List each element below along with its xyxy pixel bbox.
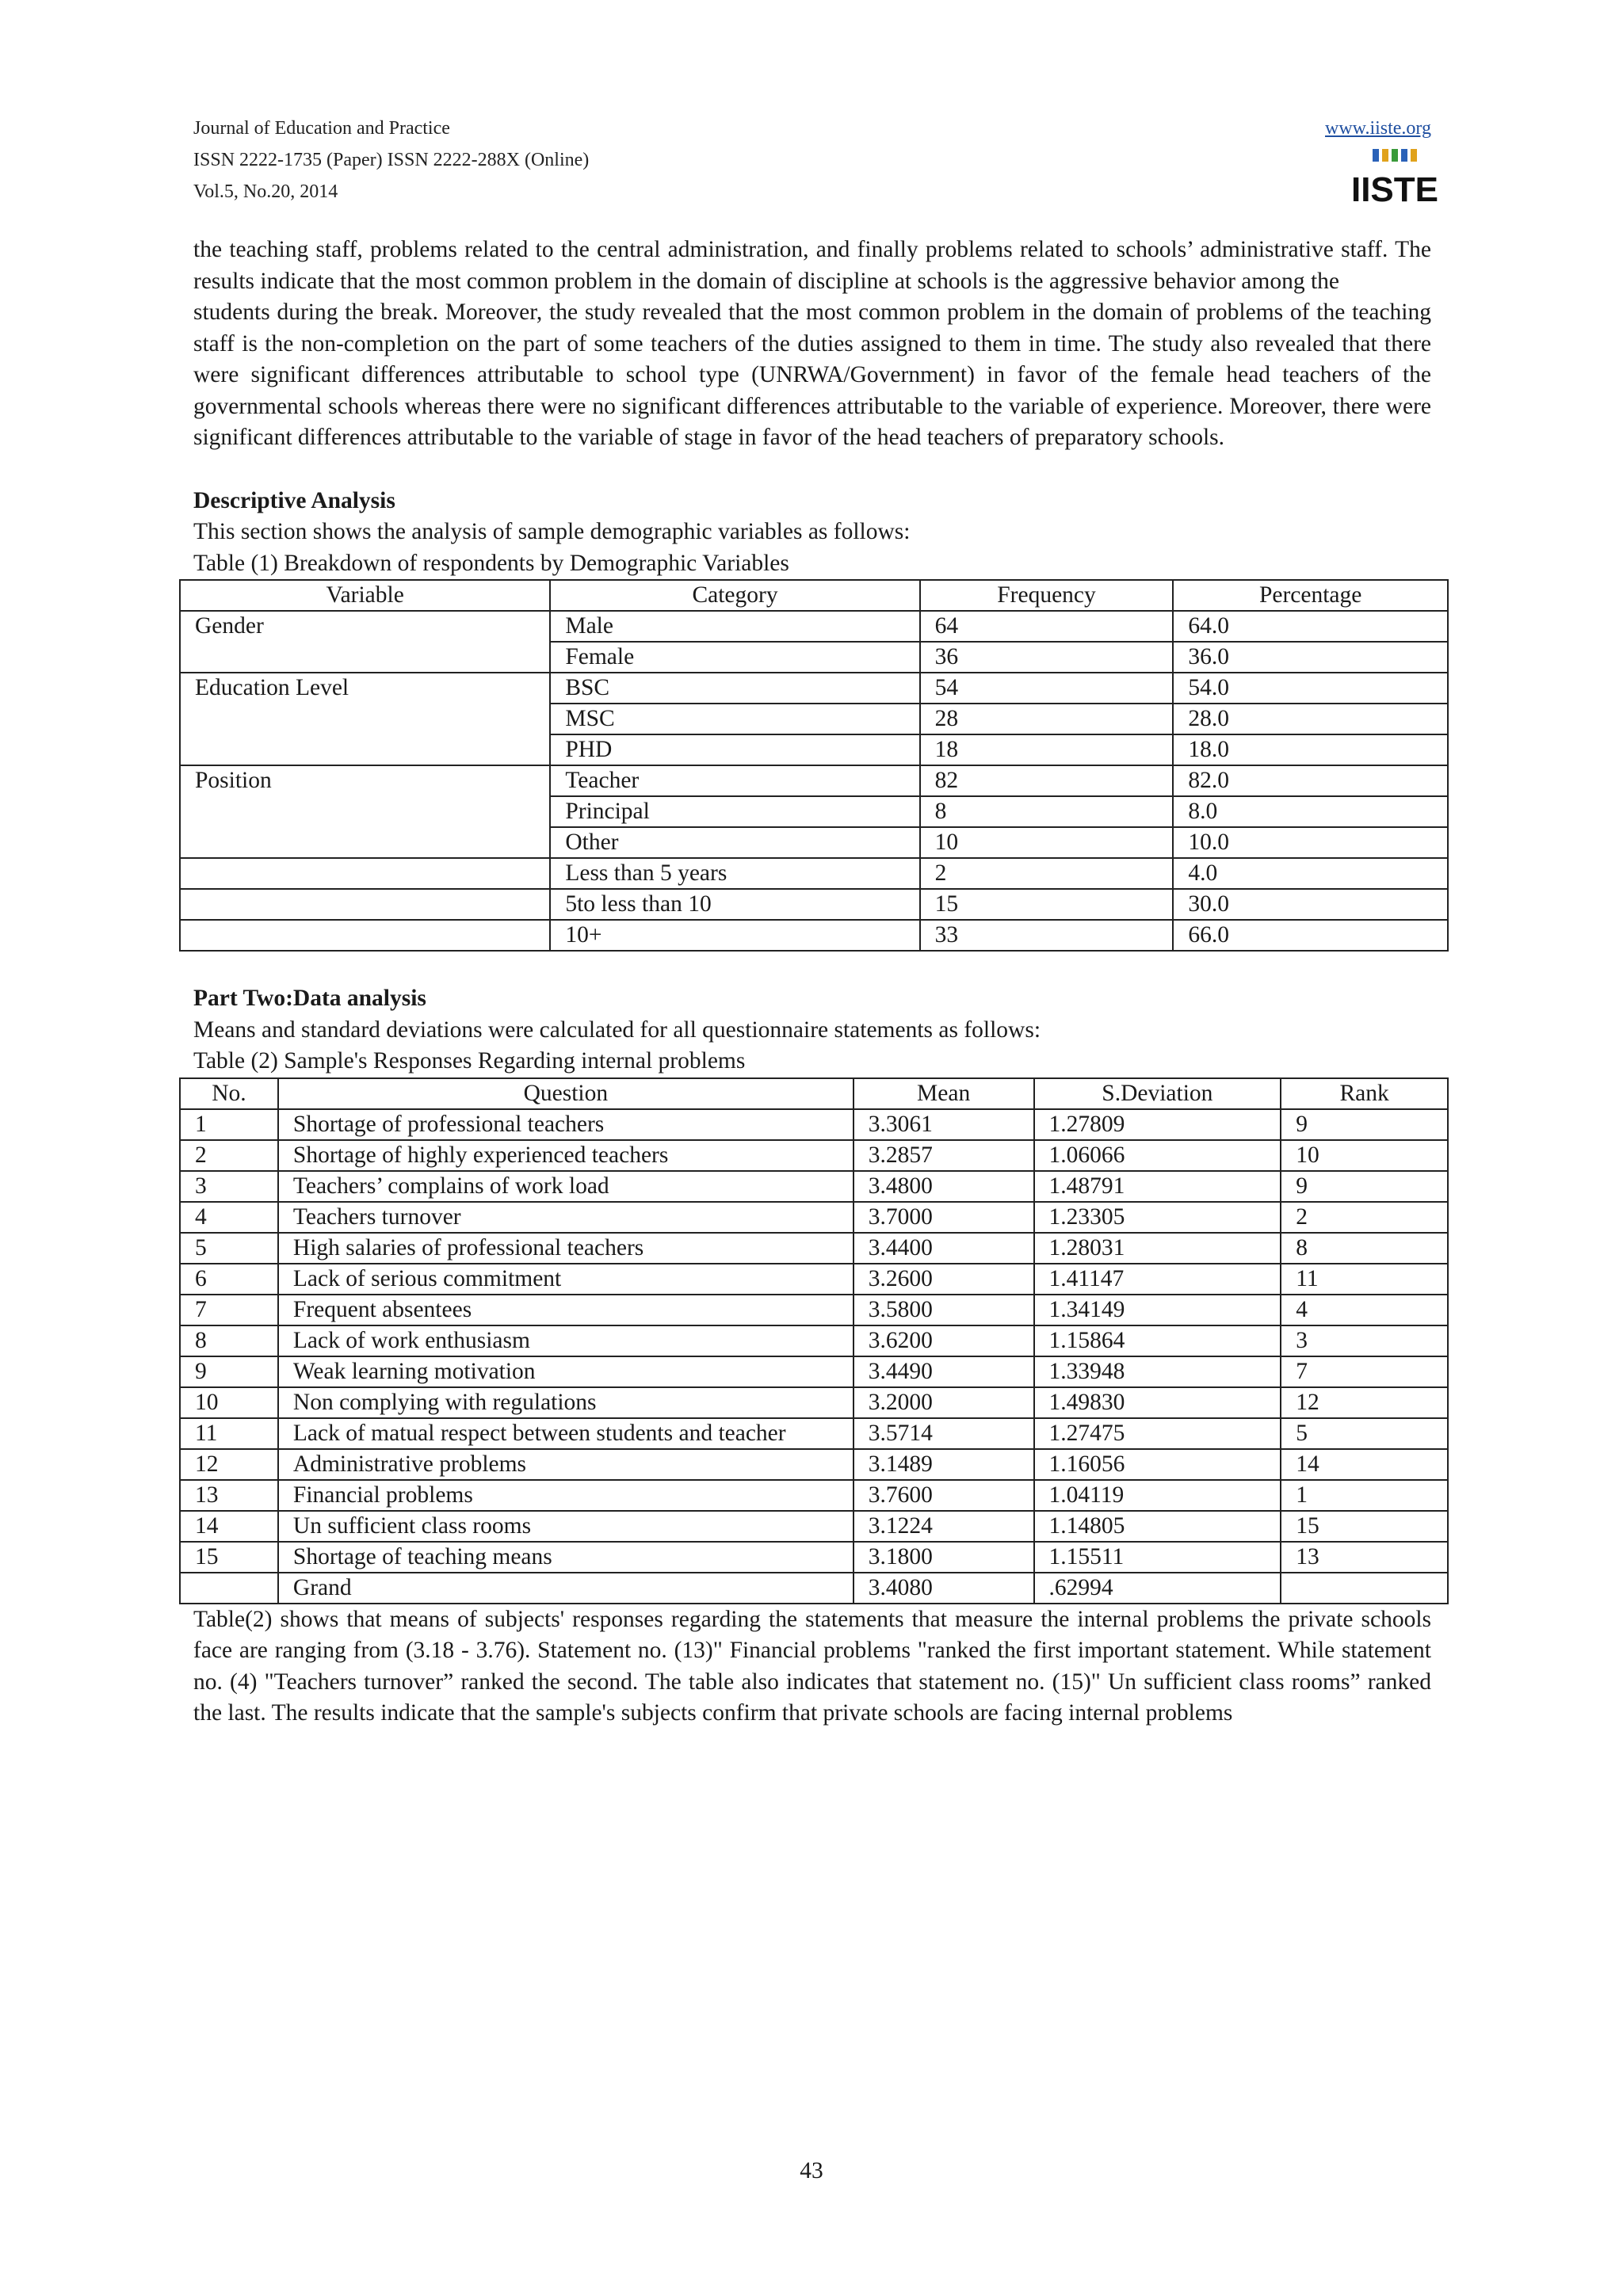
demographics-cell: 33 xyxy=(920,920,1174,951)
table-row xyxy=(180,1264,1448,1295)
demographics-table xyxy=(179,579,1449,952)
problems-cell: 1.15864 xyxy=(1034,1325,1281,1356)
problems-cell xyxy=(180,1573,278,1604)
table-row xyxy=(180,858,1448,889)
table-row xyxy=(180,1295,1448,1325)
table-row xyxy=(180,1109,1448,1140)
problems-header-cell: Mean xyxy=(854,1078,1034,1109)
problems-cell: 11 xyxy=(180,1418,278,1449)
demographics-cell: 54.0 xyxy=(1173,673,1448,704)
problems-header-cell: Rank xyxy=(1281,1078,1448,1109)
iiste-logo xyxy=(1350,147,1439,209)
demographics-cell xyxy=(180,827,550,858)
demographics-cell xyxy=(180,889,550,920)
demographics-cell: 36.0 xyxy=(1173,642,1448,673)
demographics-cell: 8.0 xyxy=(1173,796,1448,827)
problems-cell: 1.15511 xyxy=(1034,1542,1281,1573)
demographics-cell: 2 xyxy=(920,858,1174,889)
problems-cell: Shortage of professional teachers xyxy=(278,1109,854,1140)
demographics-cell xyxy=(180,796,550,827)
demographics-cell: Less than 5 years xyxy=(550,858,919,889)
problems-header-cell: No. xyxy=(180,1078,278,1109)
problems-cell: 1 xyxy=(1281,1480,1448,1511)
problems-cell: 3.4490 xyxy=(854,1356,1034,1387)
problems-cell: Un sufficient class rooms xyxy=(278,1511,854,1542)
problems-cell: 11 xyxy=(1281,1264,1448,1295)
table-row xyxy=(180,920,1448,951)
problems-cell: Teachers’ complains of work load xyxy=(278,1171,854,1202)
problems-cell: 3.7600 xyxy=(854,1480,1034,1511)
problems-cell: Financial problems xyxy=(278,1480,854,1511)
problems-cell: Lack of serious commitment xyxy=(278,1264,854,1295)
problems-cell: 1.04119 xyxy=(1034,1480,1281,1511)
demographics-cell: Education Level xyxy=(180,673,550,704)
problems-cell: Grand xyxy=(278,1573,854,1604)
problems-cell: Lack of matual respect between students and teacher xyxy=(278,1418,854,1449)
demographics-cell: 64.0 xyxy=(1173,611,1448,642)
table-row xyxy=(180,1418,1448,1449)
problems-cell: 15 xyxy=(180,1542,278,1573)
problems-cell: 1.16056 xyxy=(1034,1449,1281,1480)
journal-url-link[interactable]: www.iiste.org xyxy=(1325,118,1431,139)
table2-caption: Table (2) Sample's Responses Regarding internal problems xyxy=(193,1048,746,1074)
problems-header-cell: S.Deviation xyxy=(1034,1078,1281,1109)
problems-cell: 3 xyxy=(1281,1325,1448,1356)
demographics-header-cell: Frequency xyxy=(920,580,1174,611)
demographics-cell: 82 xyxy=(920,765,1174,796)
problems-cell: 9 xyxy=(180,1356,278,1387)
problems-cell: Weak learning motivation xyxy=(278,1356,854,1387)
problems-cell: 10 xyxy=(180,1387,278,1418)
problems-cell: 14 xyxy=(180,1511,278,1542)
journal-name: Journal of Education and Practice xyxy=(193,118,450,139)
problems-cell: 1.48791 xyxy=(1034,1171,1281,1202)
problems-cell: 9 xyxy=(1281,1109,1448,1140)
problems-cell: 1.33948 xyxy=(1034,1356,1281,1387)
demographics-cell: 64 xyxy=(920,611,1174,642)
problems-cell: 14 xyxy=(1281,1449,1448,1480)
problems-cell: Lack of work enthusiasm xyxy=(278,1325,854,1356)
problems-cell: 10 xyxy=(1281,1140,1448,1171)
problems-cell: 8 xyxy=(1281,1233,1448,1264)
table-row xyxy=(180,1140,1448,1171)
descriptive-intro: This section shows the analysis of sample demographic variables as follows: xyxy=(193,519,911,544)
table1-caption: Table (1) Breakdown of respondents by Demographic Variables xyxy=(193,550,789,576)
demographics-cell: Teacher xyxy=(550,765,919,796)
demographics-cell: BSC xyxy=(550,673,919,704)
descriptive-analysis-heading: Descriptive Analysis xyxy=(193,487,395,513)
problems-cell: 1.06066 xyxy=(1034,1140,1281,1171)
problems-cell: 1.23305 xyxy=(1034,1202,1281,1233)
problems-cell: 1.49830 xyxy=(1034,1387,1281,1418)
problems-cell: 1.28031 xyxy=(1034,1233,1281,1264)
table-row xyxy=(180,611,1448,642)
table-row xyxy=(180,796,1448,827)
problems-cell: 3.6200 xyxy=(854,1325,1034,1356)
demographics-cell: 54 xyxy=(920,673,1174,704)
table-row xyxy=(180,1171,1448,1202)
table-row xyxy=(180,889,1448,920)
problems-cell: 3.1224 xyxy=(854,1511,1034,1542)
problems-cell: 3 xyxy=(180,1171,278,1202)
problems-cell: 7 xyxy=(180,1295,278,1325)
table-row xyxy=(180,1356,1448,1387)
problems-cell: 9 xyxy=(1281,1171,1448,1202)
table-row xyxy=(180,1449,1448,1480)
demographics-cell: PHD xyxy=(550,734,919,765)
problems-cell: 4 xyxy=(180,1202,278,1233)
problems-cell: 8 xyxy=(180,1325,278,1356)
demographics-cell: Position xyxy=(180,765,550,796)
table-row xyxy=(180,1573,1448,1604)
problems-header-cell: Question xyxy=(278,1078,854,1109)
table-row xyxy=(180,827,1448,858)
table-row xyxy=(180,1325,1448,1356)
problems-cell: Shortage of highly experienced teachers xyxy=(278,1140,854,1171)
paragraph-1: the teaching staff, problems related to the central administration, and finally problems related to schools’ administrative staff. The results indicate that the most common problem in the domain of discipline at schools is the aggressive behavior among the xyxy=(193,237,1431,294)
problems-cell: 15 xyxy=(1281,1511,1448,1542)
table-row xyxy=(180,1233,1448,1264)
problems-cell: 1.41147 xyxy=(1034,1264,1281,1295)
demographics-cell: 36 xyxy=(920,642,1174,673)
demographics-cell: 8 xyxy=(920,796,1174,827)
demographics-header-cell: Category xyxy=(550,580,919,611)
problems-cell: 4 xyxy=(1281,1295,1448,1325)
problems-cell: Teachers turnover xyxy=(278,1202,854,1233)
table-row xyxy=(180,704,1448,734)
paragraph-3: Table(2) shows that means of subjects' responses regarding the statements that measure the internal problems the private schools face are ranging from (3.18 - 3.76). Statement no. (13)" Financial problems "ranked the first important statement. While statement no. (4) "Teachers turnover” ranked the second. The table also indicates that statement no. (15)" Un sufficient class rooms” ranked the last. The results indicate that the sample's subjects confirm that private schools are facing internal problems xyxy=(193,1606,1431,1726)
problems-cell: 1 xyxy=(180,1109,278,1140)
demographics-cell: 15 xyxy=(920,889,1174,920)
main-content xyxy=(193,235,1431,1730)
volume-line: Vol.5, No.20, 2014 xyxy=(193,181,338,202)
demographics-cell xyxy=(180,734,550,765)
demographics-cell xyxy=(180,704,550,734)
demographics-cell: Other xyxy=(550,827,919,858)
demographics-cell: 10+ xyxy=(550,920,919,951)
paragraph-2: students during the break. Moreover, the study revealed that the most common problem in the domain of problems of the teaching staff is the non-completion on the part of some teachers of the duties assigned to them in time. The study also revealed that there were significant differences attributable to school type (UNRWA/Government) in favor of the female head teachers of the governmental schools whereas there were no significant differences attributable to the variable of experience. Moreover, there were significant differences attributable to the variable of stage in favor of the head teachers of preparatory schools. xyxy=(193,299,1431,450)
problems-cell: 12 xyxy=(180,1449,278,1480)
table-row xyxy=(180,1387,1448,1418)
demographics-cell: 30.0 xyxy=(1173,889,1448,920)
demographics-cell: 5to less than 10 xyxy=(550,889,919,920)
problems-cell: 3.7000 xyxy=(854,1202,1034,1233)
demographics-cell: Gender xyxy=(180,611,550,642)
demographics-cell: Principal xyxy=(550,796,919,827)
problems-cell: 3.1800 xyxy=(854,1542,1034,1573)
problems-cell: Shortage of teaching means xyxy=(278,1542,854,1573)
demographics-cell: 28.0 xyxy=(1173,704,1448,734)
problems-cell: 5 xyxy=(180,1233,278,1264)
table-row xyxy=(180,1542,1448,1573)
problems-cell: 2 xyxy=(180,1140,278,1171)
table-row xyxy=(180,734,1448,765)
problems-cell: High salaries of professional teachers xyxy=(278,1233,854,1264)
demographics-cell: 28 xyxy=(920,704,1174,734)
internal-problems-table xyxy=(179,1077,1449,1604)
problems-cell: .62994 xyxy=(1034,1573,1281,1604)
problems-cell: 13 xyxy=(180,1480,278,1511)
demographics-header-cell: Variable xyxy=(180,580,550,611)
problems-cell: 1.27809 xyxy=(1034,1109,1281,1140)
demographics-cell: 18 xyxy=(920,734,1174,765)
demographics-cell: Male xyxy=(550,611,919,642)
problems-cell: 1.27475 xyxy=(1034,1418,1281,1449)
issn-line: ISSN 2222-1735 (Paper) ISSN 2222-288X (Online) xyxy=(193,150,590,170)
problems-cell: 1.14805 xyxy=(1034,1511,1281,1542)
demographics-cell: 10 xyxy=(920,827,1174,858)
problems-cell: Non complying with regulations xyxy=(278,1387,854,1418)
part-two-heading: Part Two:Data analysis xyxy=(193,986,426,1011)
problems-cell: 13 xyxy=(1281,1542,1448,1573)
demographics-cell xyxy=(180,858,550,889)
demographics-cell: Female xyxy=(550,642,919,673)
problems-cell: 1.34149 xyxy=(1034,1295,1281,1325)
demographics-header-cell: Percentage xyxy=(1173,580,1448,611)
table-row xyxy=(180,1202,1448,1233)
problems-cell: 3.2000 xyxy=(854,1387,1034,1418)
problems-cell: 5 xyxy=(1281,1418,1448,1449)
part-two-intro: Means and standard deviations were calculated for all questionnaire statements as follows: xyxy=(193,1016,1041,1043)
problems-cell: Administrative problems xyxy=(278,1449,854,1480)
demographics-cell: 4.0 xyxy=(1173,858,1448,889)
demographics-cell: MSC xyxy=(550,704,919,734)
page-number: 43 xyxy=(800,2158,823,2183)
problems-cell: 3.5800 xyxy=(854,1295,1034,1325)
demographics-cell: 66.0 xyxy=(1173,920,1448,951)
demographics-cell xyxy=(180,642,550,673)
problems-cell: 3.1489 xyxy=(854,1449,1034,1480)
problems-cell: 3.4080 xyxy=(854,1573,1034,1604)
table-row xyxy=(180,642,1448,673)
problems-cell: Frequent absentees xyxy=(278,1295,854,1325)
problems-cell: 3.5714 xyxy=(854,1418,1034,1449)
demographics-cell: 18.0 xyxy=(1173,734,1448,765)
demographics-cell xyxy=(180,920,550,951)
table-row xyxy=(180,1511,1448,1542)
table-row xyxy=(180,765,1448,796)
demographics-cell: 10.0 xyxy=(1173,827,1448,858)
problems-cell: 12 xyxy=(1281,1387,1448,1418)
problems-cell: 2 xyxy=(1281,1202,1448,1233)
problems-cell: 3.3061 xyxy=(854,1109,1034,1140)
problems-cell: 7 xyxy=(1281,1356,1448,1387)
problems-cell: 3.4400 xyxy=(854,1233,1034,1264)
problems-cell xyxy=(1281,1573,1448,1604)
page-header xyxy=(193,113,1439,215)
problems-cell: 3.2600 xyxy=(854,1264,1034,1295)
problems-cell: 6 xyxy=(180,1264,278,1295)
demographics-cell: 82.0 xyxy=(1173,765,1448,796)
problems-cell: 3.2857 xyxy=(854,1140,1034,1171)
table-row xyxy=(180,673,1448,704)
table-row xyxy=(180,1480,1448,1511)
logo-text: IISTE xyxy=(1350,170,1439,209)
problems-cell: 3.4800 xyxy=(854,1171,1034,1202)
